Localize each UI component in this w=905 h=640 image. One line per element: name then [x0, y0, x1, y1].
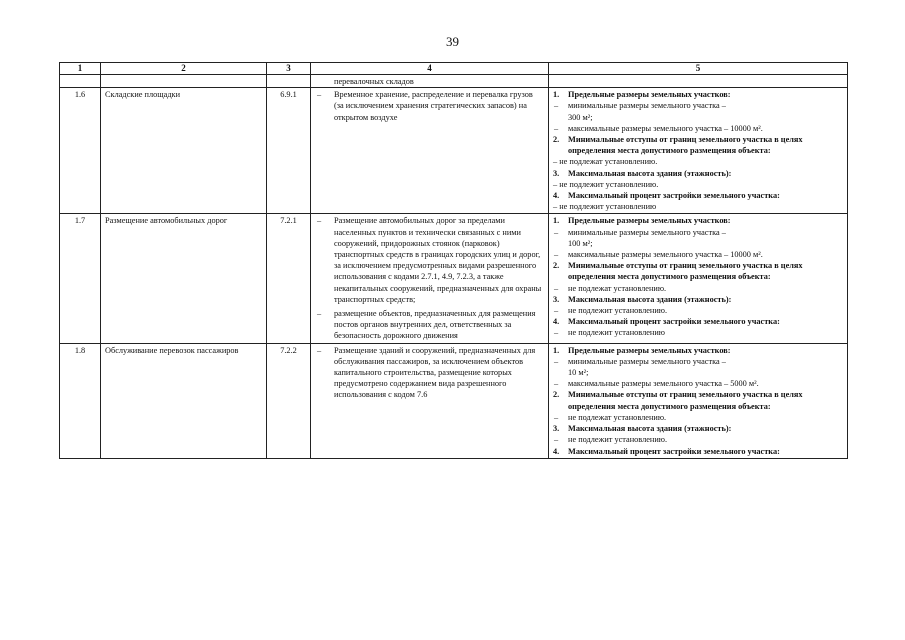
row-number: 1.7 — [60, 214, 101, 343]
row-code: 6.9.1 — [267, 88, 311, 214]
row-description — [311, 88, 549, 214]
param-title: 2. Минимальные отступы от границ земельного участка в целях определения места допустимого размещения объекта: — [553, 390, 803, 411]
param-item: – не подлежат установлению. — [554, 283, 667, 293]
column-header: 5 — [549, 63, 848, 75]
param-value: – не подлежат установлению. — [553, 157, 658, 167]
param-title: 3. Максимальная высота здания (этажность): — [553, 424, 732, 434]
param-item: – минимальные размеры земельного участка – — [554, 227, 726, 237]
param-value: 10 м²; — [568, 368, 589, 378]
description-item: – размещение объектов, предназначенных для размещения постов органов внутренних дел, ответственных за безопасность дорожного движения — [317, 309, 536, 341]
row-name: Складские площадки — [101, 88, 267, 214]
param-title: 3. Максимальная высота здания (этажность): — [553, 168, 732, 178]
row-description — [311, 343, 549, 458]
param-item: – не подлежат установлению. — [554, 412, 667, 422]
row-code: 7.2.2 — [267, 343, 311, 458]
param-item: – максимальные размеры земельного участка – 10000 м². — [554, 250, 763, 260]
param-value: – не подлежит установлению. — [553, 179, 659, 189]
param-title: 4. Максимальный процент застройки земельного участка: — [553, 446, 780, 456]
row-parameters — [549, 214, 848, 343]
row-parameters — [549, 343, 848, 458]
description-item: – Размещение зданий и сооружений, предназначенных для обслуживания пассажиров, за исключением объектов капитального строительства, размещение которых предусмотрено содержанием вида разрешенного использования с кодом 7.6 — [317, 345, 536, 400]
row-name: Обслуживание перевозок пассажиров — [101, 343, 267, 458]
param-title: 3. Максимальная высота здания (этажность): — [553, 294, 732, 304]
page-number: 39 — [446, 34, 459, 49]
table-header-row — [60, 63, 848, 75]
row-name: Размещение автомобильных дорог — [101, 214, 267, 343]
param-item: – не подлежит установлению. — [554, 435, 668, 445]
table-row-continuation — [60, 75, 848, 88]
param-item: – максимальные размеры земельного участка – 10000 м². — [554, 123, 763, 133]
param-value: 100 м²; — [568, 238, 593, 248]
row-description — [311, 214, 549, 343]
row-code: 7.2.1 — [267, 214, 311, 343]
column-header: 3 — [267, 63, 311, 75]
param-value: – не подлежит установлению — [553, 202, 657, 212]
param-title: 2. Минимальные отступы от границ земельного участка в целях определения места допустимого размещения объекта: — [553, 135, 803, 156]
param-item: – максимальные размеры земельного участка – 5000 м². — [554, 379, 759, 389]
column-header: 2 — [101, 63, 267, 75]
param-title: 1. Предельные размеры земельных участков: — [553, 216, 731, 226]
table-row — [60, 343, 848, 458]
row-parameters — [549, 88, 848, 214]
regulations-table — [59, 62, 848, 459]
row-number: 1.6 — [60, 88, 101, 214]
param-title: 1. Предельные размеры земельных участков: — [553, 345, 731, 355]
description-item: – Временное хранение, распределение и перевалка грузов (за исключением хранения стратегических запасов) на открытом воздухе — [317, 90, 533, 122]
row-number: 1.8 — [60, 343, 101, 458]
continuation-text: перевалочных складов — [311, 75, 549, 88]
param-item: – не подлежит установлению — [554, 328, 666, 338]
column-header: 1 — [60, 63, 101, 75]
description-item: – Размещение автомобильных дорог за пределами населенных пунктов и технически связанных с ними сооружений, придорожных стоянок (парковок) транспортных средств в границах городских улиц и дорог, за исключением предусмотренных видами разрешенного использования с кодами 2.7.1, 4.9, 7.2.3, а также некапитальных сооружений, предназначенных для охраны транспортных средств; — [317, 216, 542, 304]
param-title: 1. Предельные размеры земельных участков: — [553, 90, 731, 100]
param-title: 4. Максимальный процент застройки земельного участка: — [553, 317, 780, 327]
table-row — [60, 214, 848, 343]
param-value: 300 м²; — [568, 112, 593, 122]
param-item: – минимальные размеры земельного участка – — [554, 356, 726, 366]
column-header: 4 — [311, 63, 549, 75]
param-title: 2. Минимальные отступы от границ земельного участка в целях определения места допустимого размещения объекта: — [553, 261, 803, 282]
param-item: – минимальные размеры земельного участка – — [554, 101, 726, 111]
param-item: – не подлежит установлению. — [554, 306, 668, 316]
table-row — [60, 88, 848, 214]
param-title: 4. Максимальный процент застройки земельного участка: — [553, 191, 780, 201]
